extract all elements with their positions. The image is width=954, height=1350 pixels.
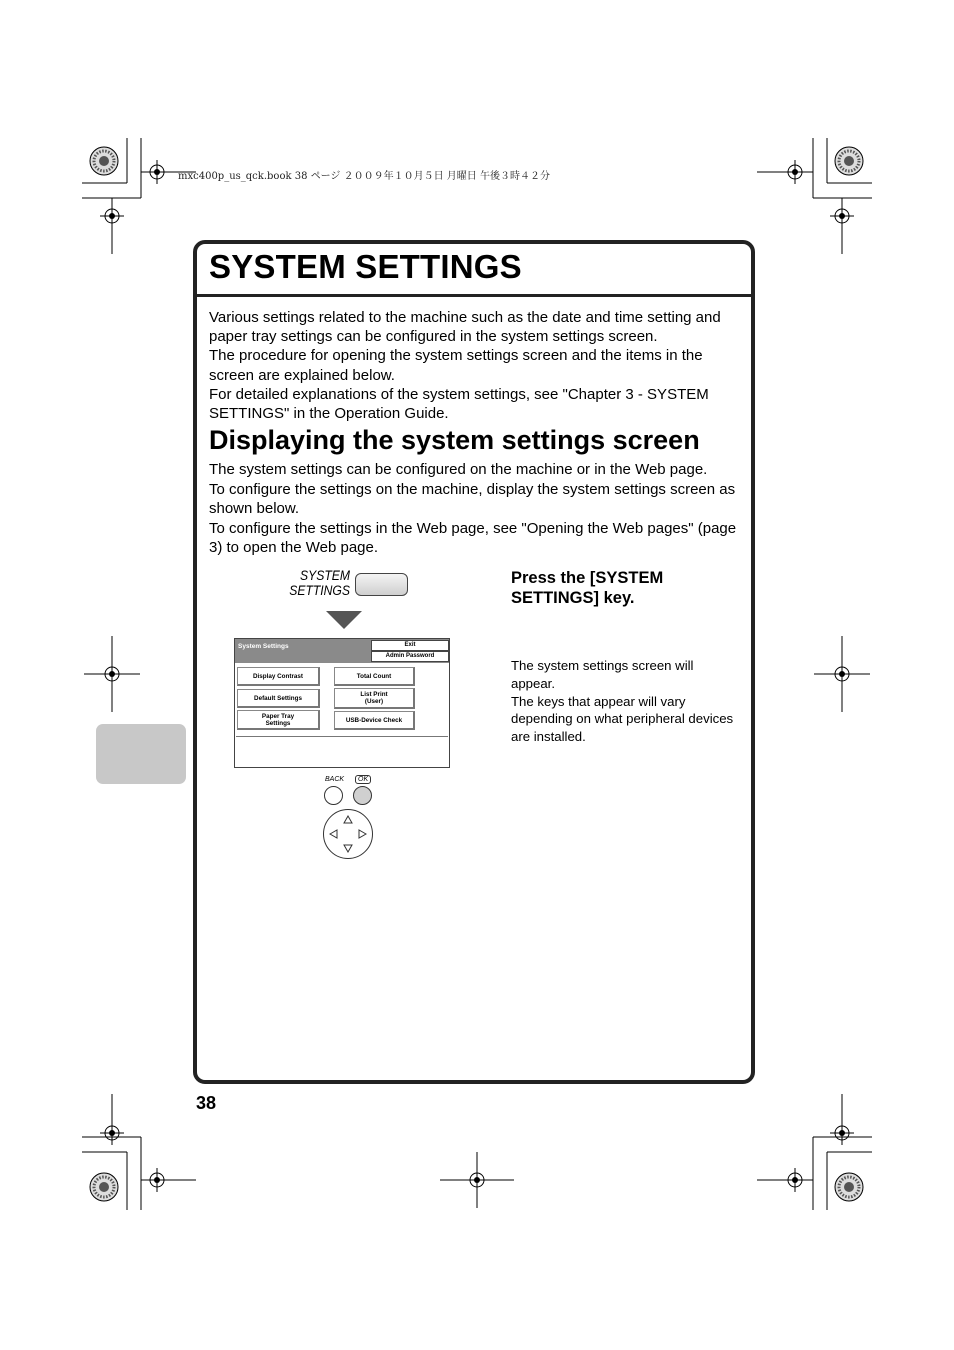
default-settings-button[interactable]: Default Settings bbox=[237, 689, 320, 708]
lcd-title: System Settings bbox=[238, 643, 289, 650]
page-title: SYSTEM SETTINGS bbox=[209, 248, 522, 285]
step-paragraph: The keys that appear will vary depending on what peripheral devices are installed. bbox=[511, 693, 734, 745]
lcd-divider bbox=[236, 736, 448, 737]
system-settings-key-label bbox=[278, 568, 350, 598]
title-divider bbox=[197, 294, 755, 297]
page-number: 38 bbox=[196, 1093, 217, 1113]
back-label: BACK bbox=[325, 776, 345, 783]
arrow-down-icon bbox=[326, 611, 362, 629]
chapter-side-tab bbox=[96, 724, 186, 784]
lcd-screen bbox=[234, 638, 450, 768]
back-button[interactable] bbox=[324, 786, 343, 805]
dpad-arrows-icon bbox=[323, 809, 373, 859]
intro-paragraph: Various settings related to the machine such as the date and time setting and paper tray settings can be configured in the system settings screen. bbox=[209, 309, 721, 346]
print-header: mxc400p_us_qck.book 38 ページ ２００９年１０月５日 月曜日 午後３時４２分 bbox=[178, 171, 550, 182]
section-paragraph: The system settings can be configured on the machine or in the Web page. bbox=[209, 461, 708, 478]
ok-label: OK bbox=[355, 775, 371, 784]
intro-paragraph: The procedure for opening the system settings screen and the items in the screen are explained below. bbox=[209, 347, 703, 384]
admin-password-button[interactable]: Admin Password bbox=[371, 651, 449, 662]
total-count-button[interactable]: Total Count bbox=[334, 667, 415, 686]
step-paragraph: The system settings screen will appear. bbox=[511, 658, 694, 691]
section-intro-text bbox=[209, 460, 749, 558]
exit-button[interactable]: Exit bbox=[371, 640, 449, 651]
intro-paragraph: For detailed explanations of the system settings, see "Chapter 3 - SYSTEM SETTINGS" in the Operation Guide. bbox=[209, 385, 709, 423]
intro-text bbox=[209, 308, 749, 423]
usb-device-check-button[interactable]: USB-Device Check bbox=[334, 711, 415, 730]
section-title: Displaying the system settings screen bbox=[209, 425, 700, 455]
step-description bbox=[511, 657, 736, 746]
system-settings-key[interactable] bbox=[355, 573, 408, 596]
paper-tray-settings-button[interactable]: Paper Tray Settings bbox=[237, 710, 320, 730]
list-print-button[interactable]: List Print (User) bbox=[334, 688, 415, 709]
section-paragraph: To configure the settings in the Web page, see "Opening the Web pages" (page 3) to open the Web page. bbox=[209, 519, 737, 556]
section-paragraph: To configure the settings on the machine, display the system settings screen as shown below. bbox=[209, 480, 736, 517]
display-contrast-button[interactable]: Display Contrast bbox=[237, 667, 320, 686]
step-title: Press the [SYSTEM SETTINGS] key. bbox=[511, 569, 664, 607]
key-label-line: SYSTEM bbox=[300, 568, 350, 583]
key-label-line: SETTINGS bbox=[289, 583, 350, 598]
ok-button[interactable] bbox=[353, 786, 372, 805]
direction-pad[interactable] bbox=[323, 809, 373, 859]
